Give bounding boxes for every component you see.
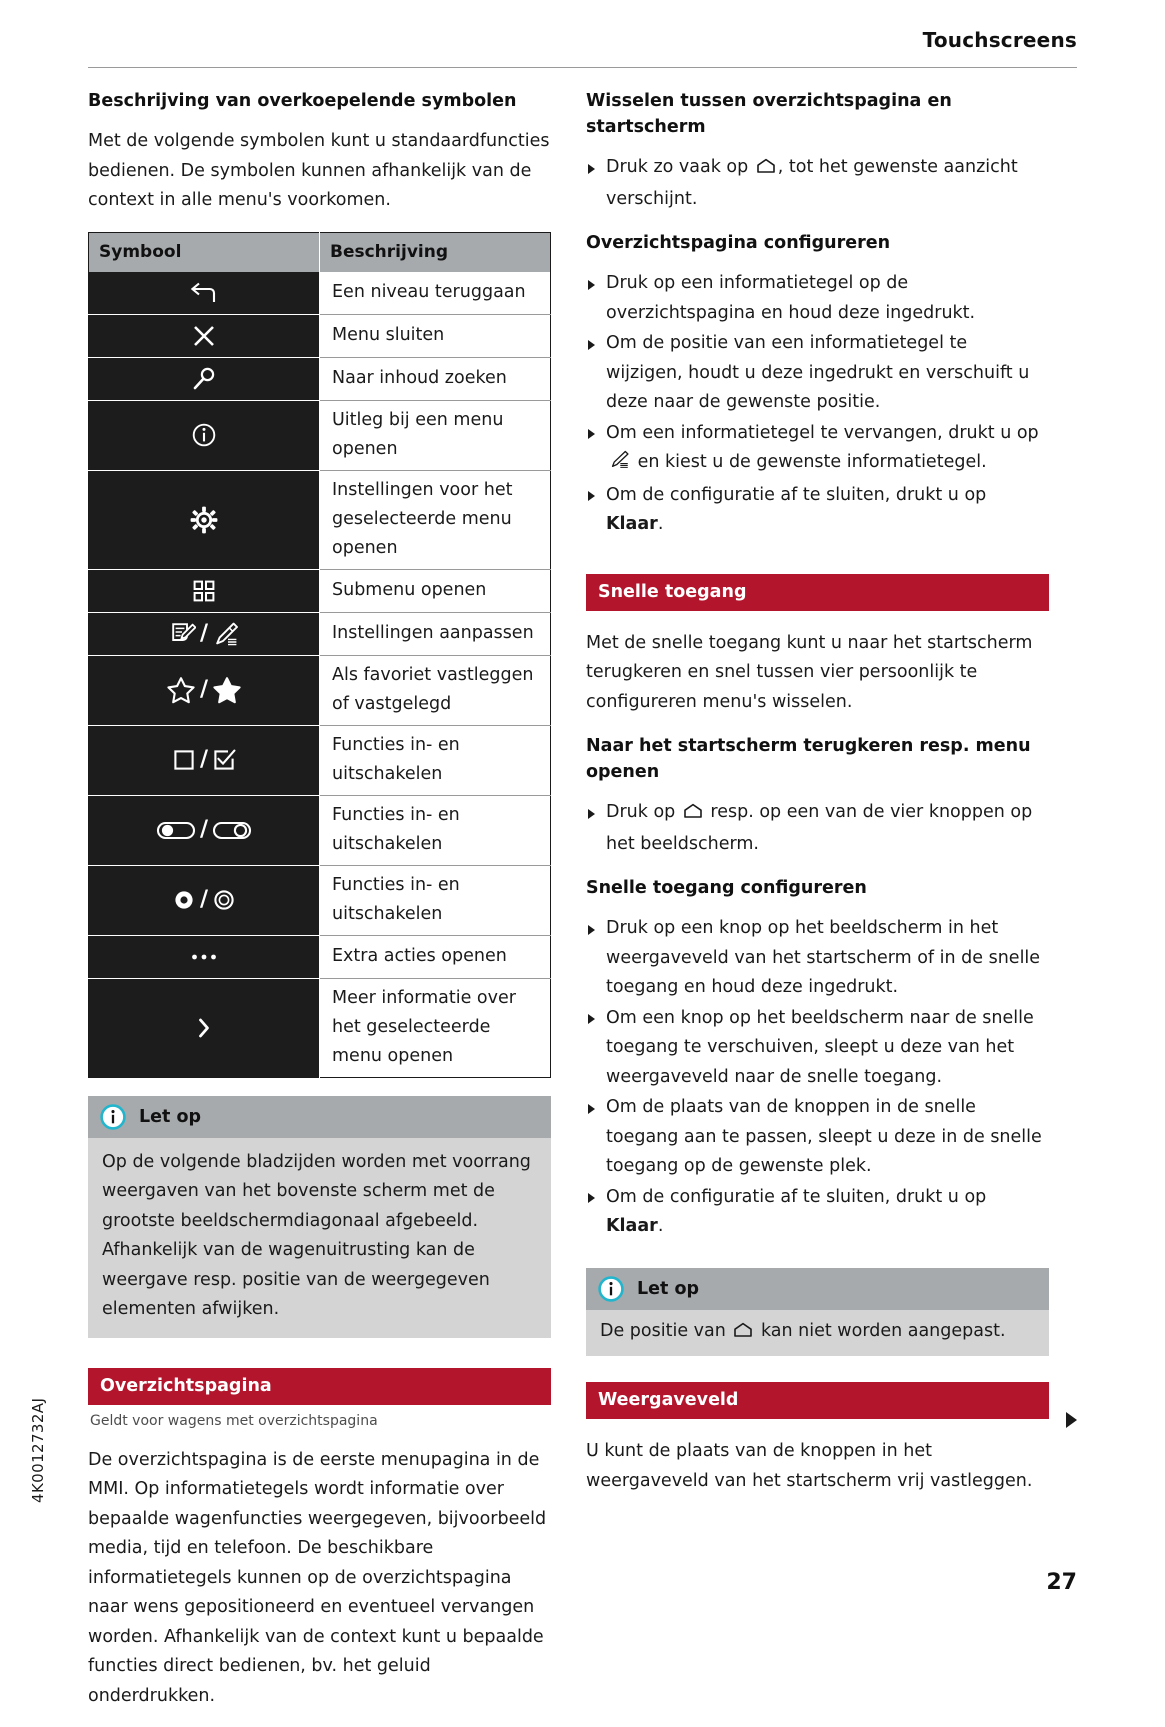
symbol-description: Submenu openen [320,569,551,612]
bullet-text-pre: Om een informatietegel te vervangen, drukt u op [606,422,1039,443]
heading-return-home: Naar het startscherm terugkeren resp. menu openen [586,736,1031,782]
note-box-display [88,1096,551,1338]
bullet-text-post: , tot het gewenste aanzicht verschijnt. [606,157,1018,209]
bullet-text: Druk op een informatietegel op de overzichtspagina en houd deze ingedrukt. [606,273,976,323]
symbol-cell [89,400,320,470]
section-caption-overzichtspagina: Geldt voor wagens met overzichtspagina [90,1412,378,1429]
header-divider [88,67,1077,68]
symbol-cell [89,357,320,400]
bullet-text: Om de plaats van de knoppen in de snelle toegang aan te passen, sleept u deze in de snelle toegang op de gewenste plek. [606,1097,1042,1176]
chevron-right-icon [196,1017,212,1039]
bullet-text-post: en kiest u de gewenste informatietegel. [632,452,987,472]
slash-separator: / [199,620,209,646]
slash-separator: / [199,677,209,702]
overzichtspagina-body: De overzichtspagina is de eerste menupagina in de MMI. Op informatietegels wordt informatie over bepaalde wagenfuncties weergegeven, bijvoorbeeld media, tijd en telefoon. De beschikbare informatietegels kunnen op de overzichtspagina naar wens gepositioneerd en eventueel vervangen worden. Afhankelijk van de context kunt u bepaalde functies direct bedienen, bv. het geluid onderdrukken. [88,1449,547,1706]
bullet-text: Om de positie van een informatietegel te wijzigen, houdt u deze ingedrukt en verschuift u deze naar de gewenste positie. [606,333,1030,412]
note-title: Let op [637,1278,700,1299]
pencil-lines-icon [608,450,630,480]
bullet-triangle-icon [588,429,595,439]
table-row [89,978,551,1077]
symbol-cell [89,569,320,612]
section-title-snelle-toegang: Snelle toegang [586,574,1049,611]
table-row [89,272,551,315]
symbol-description: Functies in- en uitschakelen [320,865,551,935]
heading-configure-quick-access: Snelle toegang configureren [586,878,867,898]
section-heading-symbols: Beschrijving van overkoepelende symbolen [88,91,517,111]
slash-separator: / [199,887,209,912]
gear-icon [189,505,219,535]
bullet-triangle-icon [588,1104,595,1114]
page-number: 27 [1046,1570,1077,1595]
close-x-icon [192,324,216,348]
column-header-symbol: Symbool [89,232,320,272]
list-item [586,481,1049,540]
list-item [586,1183,1049,1242]
info-circle-icon [191,422,217,448]
bullet-text-pre: Om de configuratie af te sluiten, drukt u op [606,1186,987,1207]
note-text: Op de volgende bladzijden worden met voorrang weergaven van het bovenste scherm met de grootste beeldschermdiagonaal afgebeeld. Afhankelijk van de wagenuitrusting kan de weergave resp. positie van de weergegeven elementen afwijken. [88,1138,551,1338]
info-circle-icon [598,1276,624,1302]
document-side-code: 4K0012732AJ [29,1397,47,1503]
bullet-triangle-icon [588,809,595,819]
symbols-table [88,232,551,1078]
bullet-triangle-icon [588,340,595,350]
list-item [586,153,1049,214]
checkbox-checked-icon [212,748,236,772]
symbol-cell [89,314,320,357]
list-item [586,1004,1049,1093]
note-text [586,1310,1049,1357]
search-magnifier-icon [191,366,217,392]
bullet-text-pre: Druk zo vaak op [606,157,754,177]
symbol-cell [89,795,320,865]
home-icon [756,155,776,185]
bullet-triangle-icon [588,1014,595,1024]
home-icon [683,800,703,830]
bullet-triangle-icon [588,1193,595,1203]
bullet-triangle-icon [588,164,595,174]
list-item [586,1093,1049,1182]
section-title-weergaveveld: Weergaveveld [586,1382,1049,1419]
heading-switch-views: Wisselen tussen overzichtspagina en startscherm [586,91,952,137]
symbol-description: Functies in- en uitschakelen [320,725,551,795]
bullet-list-switch [586,153,1049,214]
symbol-cell [89,935,320,978]
table-row [89,612,551,655]
table-row [89,795,551,865]
header-title: Touchscreens [922,28,1077,52]
info-circle-icon [100,1104,126,1130]
symbol-cell [89,865,320,935]
page-header [88,28,1077,68]
symbol-cell [89,612,320,655]
bullet-triangle-icon [588,280,595,290]
edit-document-icon [170,621,196,647]
bullet-list-home [586,798,1049,859]
column-header-description: Beschrijving [320,232,551,272]
table-row [89,865,551,935]
symbol-cell [89,470,320,569]
ellipsis-icon [189,951,219,963]
snelle-toegang-body: Met de snelle toegang kunt u naar het startscherm terugkeren en snel tussen vier persoonlijk te configureren menu's wisselen. [586,632,1033,712]
left-column [88,88,551,1727]
bullet-text-pre: Druk op [606,802,681,822]
continuation-arrow-icon [1066,1412,1077,1428]
symbol-description: Een niveau teruggaan [320,272,551,315]
symbol-cell [89,655,320,725]
list-item [586,329,1049,418]
bullet-triangle-icon [588,491,595,501]
home-icon [733,1319,753,1349]
star-filled-icon [212,676,242,704]
bullet-text-bold: Klaar [606,514,658,534]
radio-selected-icon [172,888,196,912]
slash-separator: / [199,817,209,842]
toggle-off-icon [212,819,252,841]
symbol-cell [89,725,320,795]
symbols-intro-paragraph: Met de volgende symbolen kunt u standaardfuncties bedienen. De symbolen kunnen afhankelijk van de context in alle menu's voorkomen. [88,131,550,210]
star-outline-icon [166,676,196,704]
symbol-description: Als favoriet vastleggen of vastgelegd [320,655,551,725]
bullet-text-bold: Klaar [606,1216,658,1236]
table-row [89,725,551,795]
symbol-cell [89,272,320,315]
table-row [89,400,551,470]
symbol-description: Menu sluiten [320,314,551,357]
symbol-description: Functies in- en uitschakelen [320,795,551,865]
symbol-description: Instellingen voor het geselecteerde menu openen [320,470,551,569]
bullet-text: Om een knop op het beeldscherm naar de snelle toegang te verschuiven, sleept u deze van het weergaveveld naar de snelle toegang. [606,1007,1034,1087]
radio-unselected-icon [212,888,236,912]
pencil-lines-icon [212,621,238,647]
bullet-text-post: resp. op een van de vier knoppen op het beeldscherm. [606,802,1033,854]
bullet-list-configure-overview [586,269,1049,540]
list-item [586,269,1049,328]
bullet-text-post: . [657,514,664,534]
list-item [586,914,1049,1003]
back-arrow-icon [189,282,219,304]
table-header-row [89,232,551,272]
bullet-text: Druk op een knop op het beeldscherm in het weergaveveld van het startscherm of in de snelle toegang en houd deze ingedrukt. [606,918,1041,997]
checkbox-empty-icon [172,748,196,772]
section-title-overzichtspagina: Overzichtspagina [88,1368,551,1405]
right-column [586,88,1049,1512]
note-box-home-position [586,1268,1049,1357]
slash-separator: / [199,747,209,772]
list-item [586,419,1049,480]
grid-submenu-icon [192,579,216,603]
bullet-triangle-icon [588,925,595,935]
table-row [89,470,551,569]
note-header [586,1268,1049,1310]
list-item [586,798,1049,859]
table-row [89,314,551,357]
toggle-on-icon [156,819,196,841]
symbol-description: Naar inhoud zoeken [320,357,551,400]
table-row [89,357,551,400]
note-header [88,1096,551,1138]
symbol-cell [89,978,320,1077]
weergaveveld-body: U kunt de plaats van de knoppen in het weergaveveld van het startscherm vrij vastleggen. [586,1441,1033,1491]
note-title: Let op [139,1106,202,1127]
bullet-list-configure-quick [586,914,1049,1242]
note-text-pre: De positie van [600,1320,732,1341]
symbol-description: Instellingen aanpassen [320,612,551,655]
symbol-description: Uitleg bij een menu openen [320,400,551,470]
symbol-description: Extra acties openen [320,935,551,978]
note-text-post: kan niet worden aangepast. [755,1320,1006,1341]
table-row [89,655,551,725]
bullet-text-post: . [657,1216,664,1236]
symbol-description: Meer informatie over het geselecteerde menu openen [320,978,551,1077]
heading-configure-overview: Overzichtspagina configureren [586,233,891,253]
bullet-text-pre: Om de configuratie af te sluiten, drukt u op [606,484,987,505]
table-row [89,935,551,978]
table-row [89,569,551,612]
